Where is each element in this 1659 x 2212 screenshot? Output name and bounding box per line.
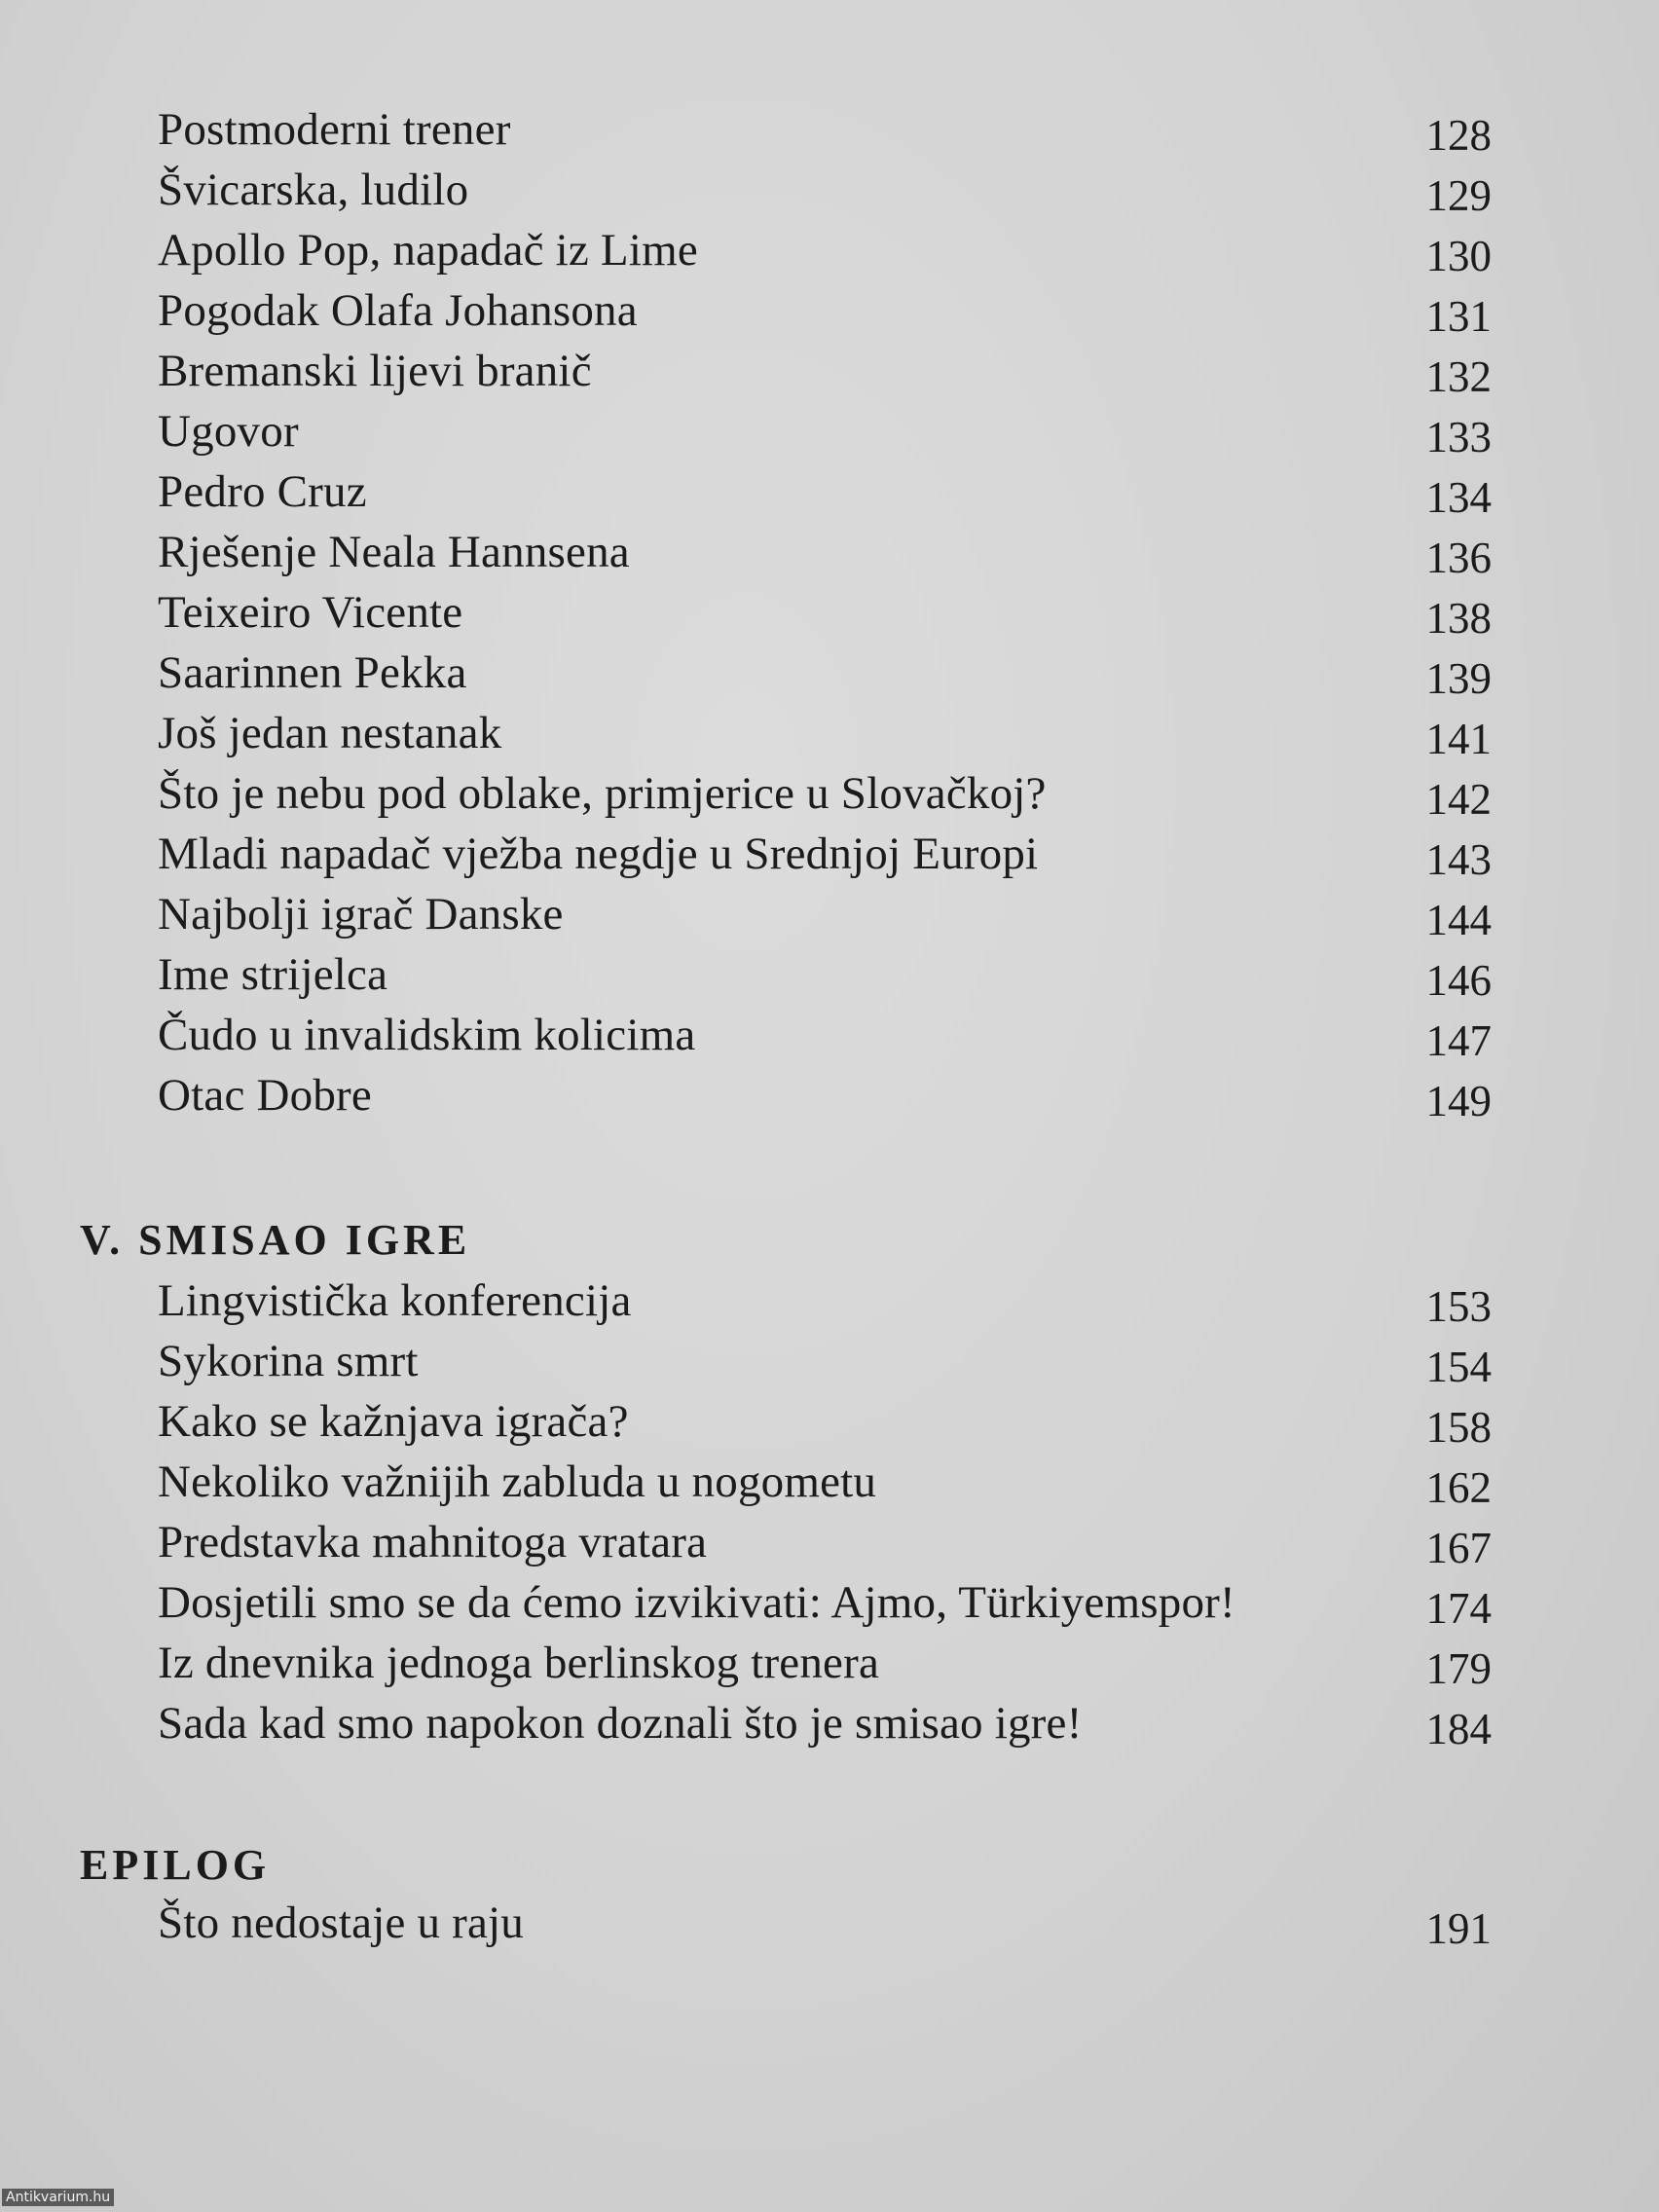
toc-entry <box>0 1391 1659 1452</box>
toc-entry-page: 147 <box>1425 1016 1492 1065</box>
toc-entry <box>0 461 1659 522</box>
toc-entry-page: 158 <box>1425 1403 1492 1452</box>
toc-entry <box>0 1331 1659 1391</box>
toc-entry-page: 154 <box>1425 1343 1492 1391</box>
toc-entry-page: 129 <box>1425 171 1492 220</box>
toc-entry <box>0 401 1659 461</box>
toc-entry <box>0 220 1659 280</box>
section-heading: V. SMISAO IGRE <box>80 1216 471 1264</box>
toc-section-epilog <box>0 1893 1659 1953</box>
toc-entry-page: 149 <box>1425 1077 1492 1125</box>
toc-entry <box>0 1452 1659 1512</box>
toc-entry <box>0 99 1659 160</box>
toc-entry-page: 142 <box>1425 775 1492 824</box>
toc-entry-title: Otac Dobre <box>158 1070 372 1121</box>
toc-entry-title: Sykorina smrt <box>158 1336 419 1386</box>
toc-entry-page: 136 <box>1425 534 1492 582</box>
toc-entry <box>0 1893 1659 1953</box>
toc-entry-title: Što nedostaje u raju <box>158 1898 525 1948</box>
toc-entry <box>0 522 1659 582</box>
toc-entry-page: 133 <box>1425 413 1492 461</box>
toc-entry-page: 144 <box>1425 896 1492 944</box>
toc-entry <box>0 884 1659 944</box>
toc-entry <box>0 341 1659 401</box>
toc-entry <box>0 1633 1659 1693</box>
toc-entry <box>0 280 1659 341</box>
toc-entry <box>0 1693 1659 1753</box>
toc-entry-title: Saarinnen Pekka <box>158 647 467 698</box>
toc-entry-page: 138 <box>1425 594 1492 643</box>
toc-entry-page: 131 <box>1425 292 1492 341</box>
toc-entry-title: Lingvistička konferencija <box>158 1275 632 1326</box>
toc-entry-page: 167 <box>1425 1524 1492 1572</box>
toc-entry-page: 162 <box>1425 1463 1492 1512</box>
toc-entry-title: Nekoliko važnijih zabluda u nogometu <box>158 1456 877 1507</box>
toc-entry-title: Bremanski lijevi branič <box>158 346 592 396</box>
toc-entry-title: Švicarska, ludilo <box>158 165 469 215</box>
toc-entry-page: 191 <box>1425 1904 1492 1953</box>
toc-entry <box>0 763 1659 824</box>
toc-entry-title: Čudo u invalidskim kolicima <box>158 1010 696 1060</box>
toc-entry-page: 184 <box>1425 1705 1492 1753</box>
toc-entry-title: Postmoderni trener <box>158 104 511 155</box>
toc-entry-page: 153 <box>1425 1282 1492 1331</box>
toc-entry-title: Još jedan nestanak <box>158 708 502 758</box>
toc-entry-page: 128 <box>1425 111 1492 160</box>
toc-entry <box>0 1512 1659 1572</box>
toc-entry-title: Ime strijelca <box>158 949 388 1000</box>
toc-entry-page: 134 <box>1425 473 1492 522</box>
toc-entry <box>0 1065 1659 1125</box>
toc-entry <box>0 1005 1659 1065</box>
toc-section-continued <box>0 99 1659 1125</box>
toc-entry <box>0 160 1659 220</box>
toc-entry-page: 139 <box>1425 654 1492 703</box>
toc-entry-title: Iz dnevnika jednoga berlinskog trenera <box>158 1638 880 1688</box>
toc-entry <box>0 703 1659 763</box>
toc-entry <box>0 1271 1659 1331</box>
toc-entry-page: 146 <box>1425 956 1492 1005</box>
toc-entry-title: Kako se kažnjava igrača? <box>158 1396 629 1447</box>
toc-entry-title: Najbolji igrač Danske <box>158 889 564 940</box>
watermark: Antikvarium.hu <box>2 2189 114 2206</box>
toc-entry <box>0 944 1659 1005</box>
toc-entry-title: Apollo Pop, napadač iz Lime <box>158 225 698 276</box>
toc-entry-title: Mladi napadač vježba negdje u Srednjoj Europi <box>158 829 1039 879</box>
toc-entry-title: Što je nebu pod oblake, primjerice u Slovačkoj? <box>158 768 1047 819</box>
toc-entry-title: Pedro Cruz <box>158 466 367 517</box>
toc-entry-title: Dosjetili smo se da ćemo izvikivati: Ajmo, Türkiyemspor! <box>158 1577 1235 1628</box>
toc-entry <box>0 643 1659 703</box>
toc-entry <box>0 582 1659 643</box>
toc-entry-title: Ugovor <box>158 406 299 457</box>
toc-entry-title: Teixeiro Vicente <box>158 587 463 638</box>
toc-section-smisao-igre <box>0 1271 1659 1753</box>
toc-entry-page: 132 <box>1425 352 1492 401</box>
section-heading: EPILOG <box>80 1841 271 1889</box>
toc-entry-page: 143 <box>1425 835 1492 884</box>
toc-entry-page: 130 <box>1425 232 1492 280</box>
toc-entry-page: 141 <box>1425 715 1492 763</box>
toc-entry-page: 179 <box>1425 1644 1492 1693</box>
toc-entry <box>0 824 1659 884</box>
toc-entry-title: Sada kad smo napokon doznali što je smisao igre! <box>158 1698 1083 1749</box>
toc-entry-title: Pogodak Olafa Johansona <box>158 285 638 336</box>
toc-entry-title: Rješenje Neala Hannsena <box>158 527 630 577</box>
toc-entry-title: Predstavka mahnitoga vratara <box>158 1517 708 1567</box>
toc-entry <box>0 1572 1659 1633</box>
toc-entry-page: 174 <box>1425 1584 1492 1633</box>
